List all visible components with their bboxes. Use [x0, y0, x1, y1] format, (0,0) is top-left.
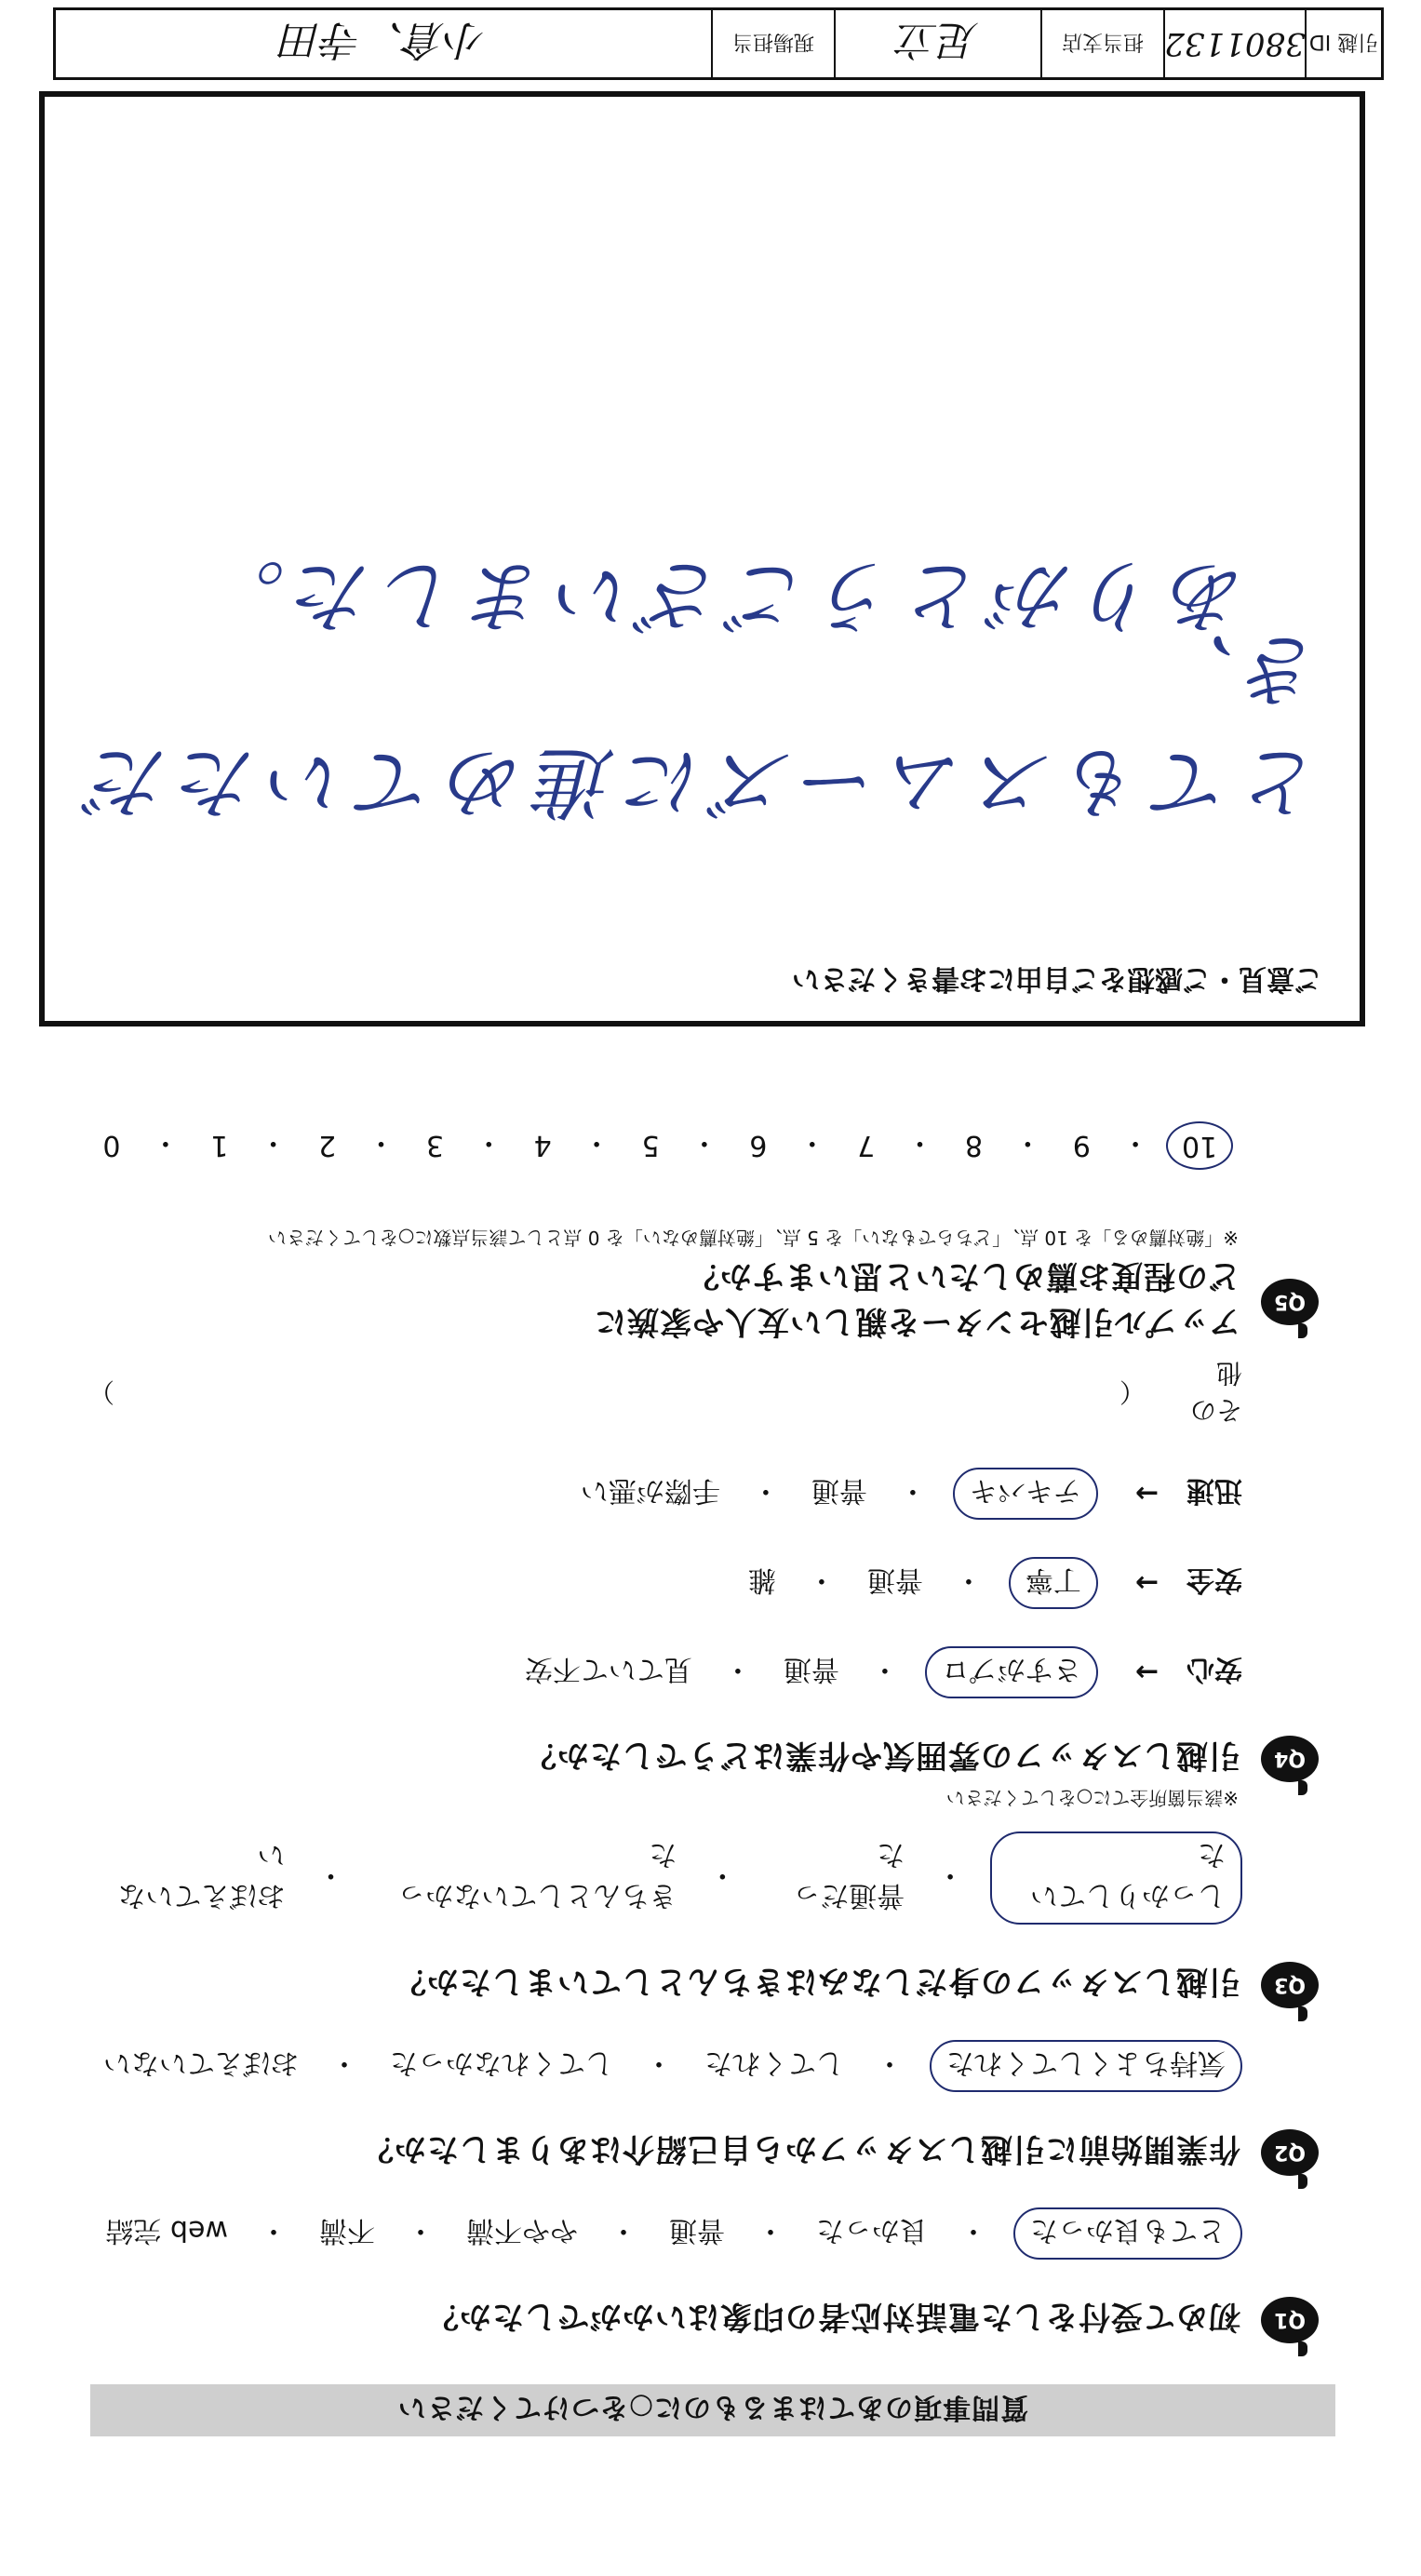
score-5[interactable]: 5	[641, 1129, 660, 1162]
label-move-id: 引越 ID	[1305, 10, 1381, 77]
q3-badge: Q3	[1261, 1962, 1319, 2008]
score-4[interactable]: 4	[533, 1129, 552, 1162]
q3-options: しっかりしていた ・ 普通だった ・ きちんとしていなかった ・ おぼえていない	[88, 1831, 1242, 1925]
label-staff: 現場担当	[711, 10, 834, 77]
score-9[interactable]: 9	[1072, 1129, 1091, 1162]
question-5	[88, 1121, 1335, 1348]
q2-option-1[interactable]: 気持ちよくしてくれた	[930, 2040, 1242, 2092]
q1-option-2[interactable]: 良かった	[816, 2214, 928, 2247]
staff-value[interactable]: 小倉、寺田	[281, 16, 486, 63]
comment-handwriting-line2: ありがとうございました。	[197, 550, 1248, 641]
q1-option-3[interactable]: 普通	[669, 2214, 725, 2247]
score-7[interactable]: 7	[857, 1129, 876, 1162]
q4-row-anzen: 安全 → 丁寧 ・ 普通 ・ 雑	[88, 1557, 1242, 1609]
q2-text: 作業開始前に引越しスタッフから自己紹介はありましたか？	[361, 2130, 1240, 2168]
arrow-icon: →	[1134, 1656, 1159, 1689]
q4-row-1-option-1[interactable]: さすがプロ	[925, 1646, 1098, 1698]
q1-text: 初めて受付をした電話対応者の印象はいかがでしたか？	[426, 2298, 1240, 2336]
q4-row-1-option-2[interactable]: 普通	[783, 1653, 839, 1685]
q4-row-3-option-2[interactable]: 普通	[811, 1474, 867, 1507]
comment-box[interactable]	[39, 91, 1365, 1026]
arrow-icon: →	[1134, 1566, 1159, 1600]
q1-option-5[interactable]: 不満	[319, 2214, 375, 2247]
branch-value[interactable]: 足立	[834, 10, 1040, 77]
q5-scale: 10 ・ 9 ・ 8 ・ 7 ・ 6 ・ 5 ・ 4 ・ 3 ・ 2 ・ 1 ・ 0	[88, 1121, 1233, 1170]
move-id-value[interactable]: 3801132	[1163, 10, 1305, 77]
q1-option-1[interactable]: とても良かった	[1013, 2207, 1242, 2260]
q3-option-1[interactable]: しっかりしていた	[990, 1831, 1242, 1925]
q4-row-anshin: 安心 → さすがプロ ・ 普通 ・ 見ていて不安	[88, 1646, 1242, 1698]
q4-other-label: その他	[1189, 1358, 1242, 1426]
q4-row-jinsoku: 迅速 → テキパキ ・ 普通 ・ 手際が悪い	[88, 1468, 1242, 1520]
q4-text: 引越しスタッフの雰囲気や作業はどうでしたか？	[524, 1737, 1240, 1775]
q5-text-line1: アップル引越センターを親しい友人や家族に	[594, 1303, 1240, 1340]
q3-text: 引越しスタッフの身だしなみはきちんとしていましたか？	[394, 1963, 1240, 2001]
score-2[interactable]: 2	[318, 1129, 337, 1162]
q1-option-6[interactable]: web 完結	[105, 2214, 228, 2247]
q5-text-line2: どの程度お薦めしたいと思いますか？	[687, 1257, 1240, 1295]
q4-other	[88, 1356, 1242, 1430]
score-6[interactable]: 6	[749, 1129, 768, 1162]
question-3	[88, 1831, 1335, 2008]
q2-options: 気持ちよくしてくれた ・ してくれた ・ してくれなかった ・ おぼえていない	[88, 2040, 1242, 2092]
q4-row-3-option-3[interactable]: 手際が悪い	[580, 1474, 720, 1507]
q4-row-2-head: 安全	[1186, 1563, 1242, 1596]
score-0[interactable]: 0	[102, 1129, 121, 1162]
arrow-icon: →	[1134, 1477, 1159, 1510]
score-1[interactable]: 1	[210, 1129, 229, 1162]
q1-badge: Q1	[1261, 2297, 1319, 2343]
q3-option-3[interactable]: きちんとしていなかった	[397, 1838, 677, 1912]
q4-row-2-option-2[interactable]: 普通	[866, 1563, 923, 1596]
q2-option-2[interactable]: してくれた	[704, 2046, 844, 2079]
q4-note: ※該当箇所全てに○をしてください	[945, 1787, 1239, 1809]
score-10[interactable]: 10	[1166, 1121, 1233, 1170]
comment-title: ご意見・ご感想をご自由にお書きください	[792, 962, 1322, 995]
q5-badge: Q5	[1261, 1279, 1319, 1325]
q1-option-4[interactable]: やや不満	[466, 2214, 578, 2247]
q3-option-2[interactable]: 普通だった	[793, 1838, 905, 1912]
question-1	[88, 2207, 1335, 2343]
q4-row-2-option-1[interactable]: 丁寧	[1009, 1557, 1098, 1609]
q1-options: とても良かった ・ 良かった ・ 普通 ・ やや不満 ・ 不満 ・ web 完結	[88, 2207, 1242, 2260]
q4-row-2-option-3[interactable]: 雑	[747, 1563, 776, 1596]
q4-other-paren-close: ）	[88, 1376, 115, 1407]
score-8[interactable]: 8	[964, 1129, 983, 1162]
q4-row-3-head: 迅速	[1186, 1474, 1242, 1507]
score-3[interactable]: 3	[425, 1129, 444, 1162]
q4-row-3-option-1[interactable]: テキパキ	[953, 1468, 1098, 1520]
q2-option-3[interactable]: してくれなかった	[390, 2046, 613, 2079]
q4-other-paren-open: （	[1119, 1376, 1146, 1407]
q4-row-1-head: 安心	[1186, 1653, 1242, 1685]
q3-option-4[interactable]: おぼえていない	[117, 1838, 286, 1912]
q2-badge: Q2	[1261, 2129, 1319, 2176]
question-2	[88, 2040, 1335, 2176]
q4-badge: Q4	[1261, 1736, 1319, 1782]
comment-handwriting-line1: とてもスムーズに進めていただき、	[79, 624, 1322, 827]
q5-note: ※「絶対薦める」を 10 点、「どちらでもない」を 5 点、「絶対薦めない」を 0 点として該当点数に○をしてください	[267, 1227, 1239, 1249]
id-table	[53, 7, 1384, 80]
q4-row-1-option-3[interactable]: 見ていて不安	[524, 1653, 692, 1685]
q2-option-4[interactable]: おぼえていない	[103, 2046, 299, 2079]
question-4	[88, 1356, 1335, 1813]
instruction-banner: 質問事項のあてはまるものに○をつけてください	[90, 2384, 1335, 2436]
label-branch: 担当支店	[1040, 10, 1163, 77]
